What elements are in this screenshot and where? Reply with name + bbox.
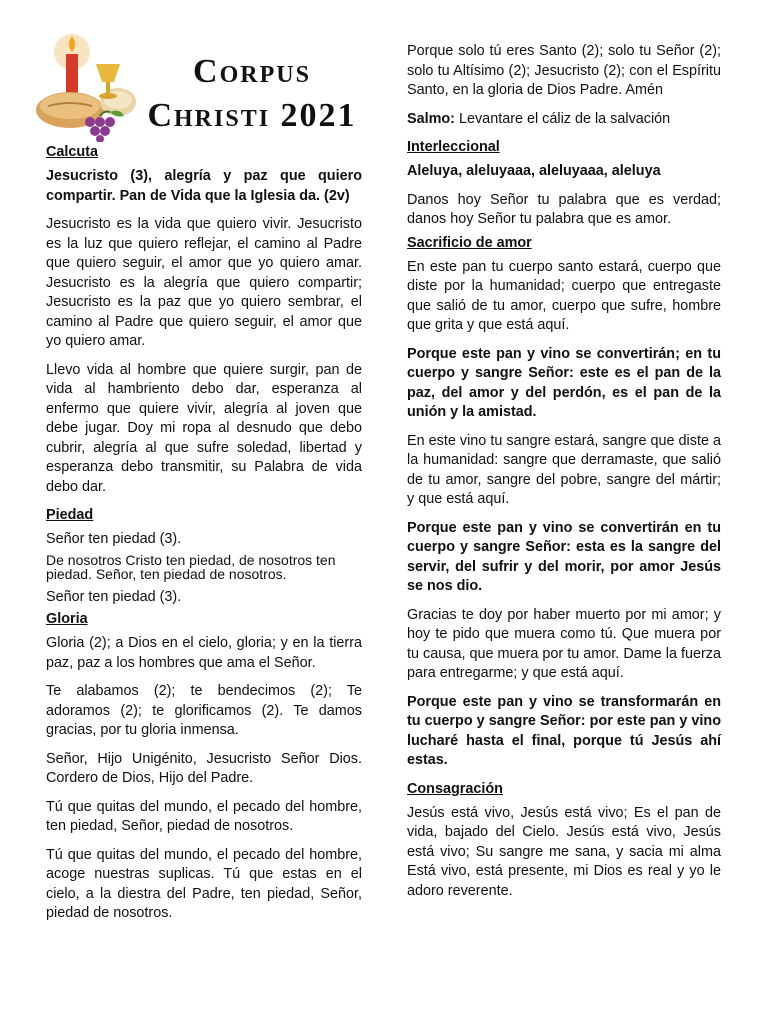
heading-sacrificio: Sacrificio de amor <box>407 234 532 251</box>
salmo-text: Levantare el cáliz de la salvación <box>458 110 671 127</box>
sacrificio-chorus-3: Porque este pan y vino se transformarán en tu cuerpo y sangre Señor: por este pan y vino lucharé hasta el final, porque tú Jesús ahí estas. <box>407 693 721 768</box>
heading-calcuta: Calcuta <box>46 144 98 160</box>
heading-consagracion: Consagración <box>407 780 503 797</box>
sacrificio-chorus-1: Porque este pan y vino se convertirán; en tu cuerpo y sangre Señor: este es el pan de la paz, del amor y del perdón, es el pan de la unión y la amistad. <box>407 345 721 420</box>
sacrificio-chorus-2: Porque este pan y vino se convertirán en tu cuerpo y sangre Señor: esta es la sangre del servir, del sufrir y del morir, por amor Jesús se nos dio. <box>407 519 721 594</box>
gloria-verse-2: Te alabamos (2); te bendecimos (2); Te adoramos (2); te glorificamos (2). Te damos gracias, por tu gloria inmensa. <box>46 683 362 738</box>
gloria-verse-3: Señor, Hijo Unigénito, Jesucristo Señor Dios. Cordero de Dios, Hijo del Padre. <box>46 750 362 786</box>
page-title <box>138 50 366 138</box>
salmo-line <box>407 110 721 130</box>
heading-piedad: Piedad <box>46 507 94 523</box>
gloria-verse-5: Tú que quitas del mundo, el pecado del hombre, acoge nuestras suplicas. Tú que estas en el cielo, a la diestra del Padre, ten piedad, Señor, piedad de nosotros. <box>46 846 362 921</box>
sacrificio-verse-1: En este pan tu cuerpo santo estará, cuerpo que diste por la humanidad; cuerpo que entregaste que salió de tu amor, cuerpo que sufre, hombre que grita y que está aquí. <box>407 258 721 333</box>
right-column <box>407 42 721 910</box>
interleccional-verse: Danos hoy Señor tu palabra que es verdad; danos hoy Señor tu palabra que es amor. <box>407 191 721 227</box>
gloria-verse-6: Porque solo tú eres Santo (2); solo tu Señor (2); solo tu Altísimo (2); Jesucristo (2); con el Espíritu Santo, en la gloria de Dios Padre. Amén <box>407 43 721 98</box>
gloria-verse-4: Tú que quitas del mundo, el pecado del hombre, ten piedad, Señor, piedad de nosotros. <box>46 798 362 834</box>
piedad-line-1: Señor ten piedad (3). <box>46 531 182 547</box>
piedad-line-3: Señor ten piedad (3). <box>46 588 182 605</box>
heading-interleccional: Interleccional <box>407 139 500 155</box>
calcuta-verse-2: Llevo vida al hombre que quiere surgir, pan de vida al hambriento debo dar, esperanza al enfermo que quiere vivir, alegría al joven que debe jugar. Doy mi ropa al desnudo que debo cubrir, alegría al que sufre soledad, libertad y esperanza debo transmitir, su Palabra de vida debo dar. <box>46 361 362 495</box>
heading-gloria: Gloria <box>46 611 88 627</box>
salmo-label: Salmo: <box>407 110 455 127</box>
calcuta-verse-1: Jesucristo es la vida que quiero vivir. Jesucristo es la luz que quiero reflejar, el camino al Padre que quiero seguir, el amor que yo quiero amar. Jesucristo es la alegría que quiero compartir; Jesucristo es la paz que yo quiero sembrar, el camino al Padre que quiero seguir, el amor que yo quiero amar. <box>46 216 362 349</box>
sacrificio-verse-3: Gracias te doy por haber muerto por mi amor; y hoy te pido que muera como tú. Que muera por tu causa, que muera por tu amor. Dame la fuerza para entregarme; y que está aquí. <box>407 606 721 681</box>
left-column <box>46 143 362 933</box>
interleccional-chorus: Aleluya, aleluyaaa, aleluyaaa, aleluya <box>407 163 661 179</box>
title-line-2: Christi 2021 <box>147 97 357 134</box>
piedad-line-2: De nosotros Cristo ten piedad, de nosotros ten piedad. Señor, ten piedad de nosotros. <box>46 551 336 582</box>
consagracion-verse: Jesús está vivo, Jesús está vivo; Es el pan de vida, bajado del Cielo. Jesús está vivo, Jesús está vivo; Su sangre me sana, y sacia mi alma Está vivo, está presente, mi Dios es real y yo le adoro reverente. <box>407 804 721 899</box>
sacrificio-verse-2: En este vino tu sangre estará, sangre que diste a la humanidad: sangre que derramaste, que salió de tu amor, sangre del pobre, sangre del mártir; y que está aquí. <box>407 432 721 507</box>
title-line-1: Corpus <box>193 53 311 90</box>
eucharist-illustration-icon <box>30 30 140 142</box>
calcuta-chorus: Jesucristo (3), alegría y paz que quiero compartir. Pan de Vida que la Iglesia da. (2v) <box>46 168 362 204</box>
gloria-verse-1: Gloria (2); a Dios en el cielo, gloria; y en la tierra paz, paz a los hombres que ama el Señor. <box>46 635 362 671</box>
